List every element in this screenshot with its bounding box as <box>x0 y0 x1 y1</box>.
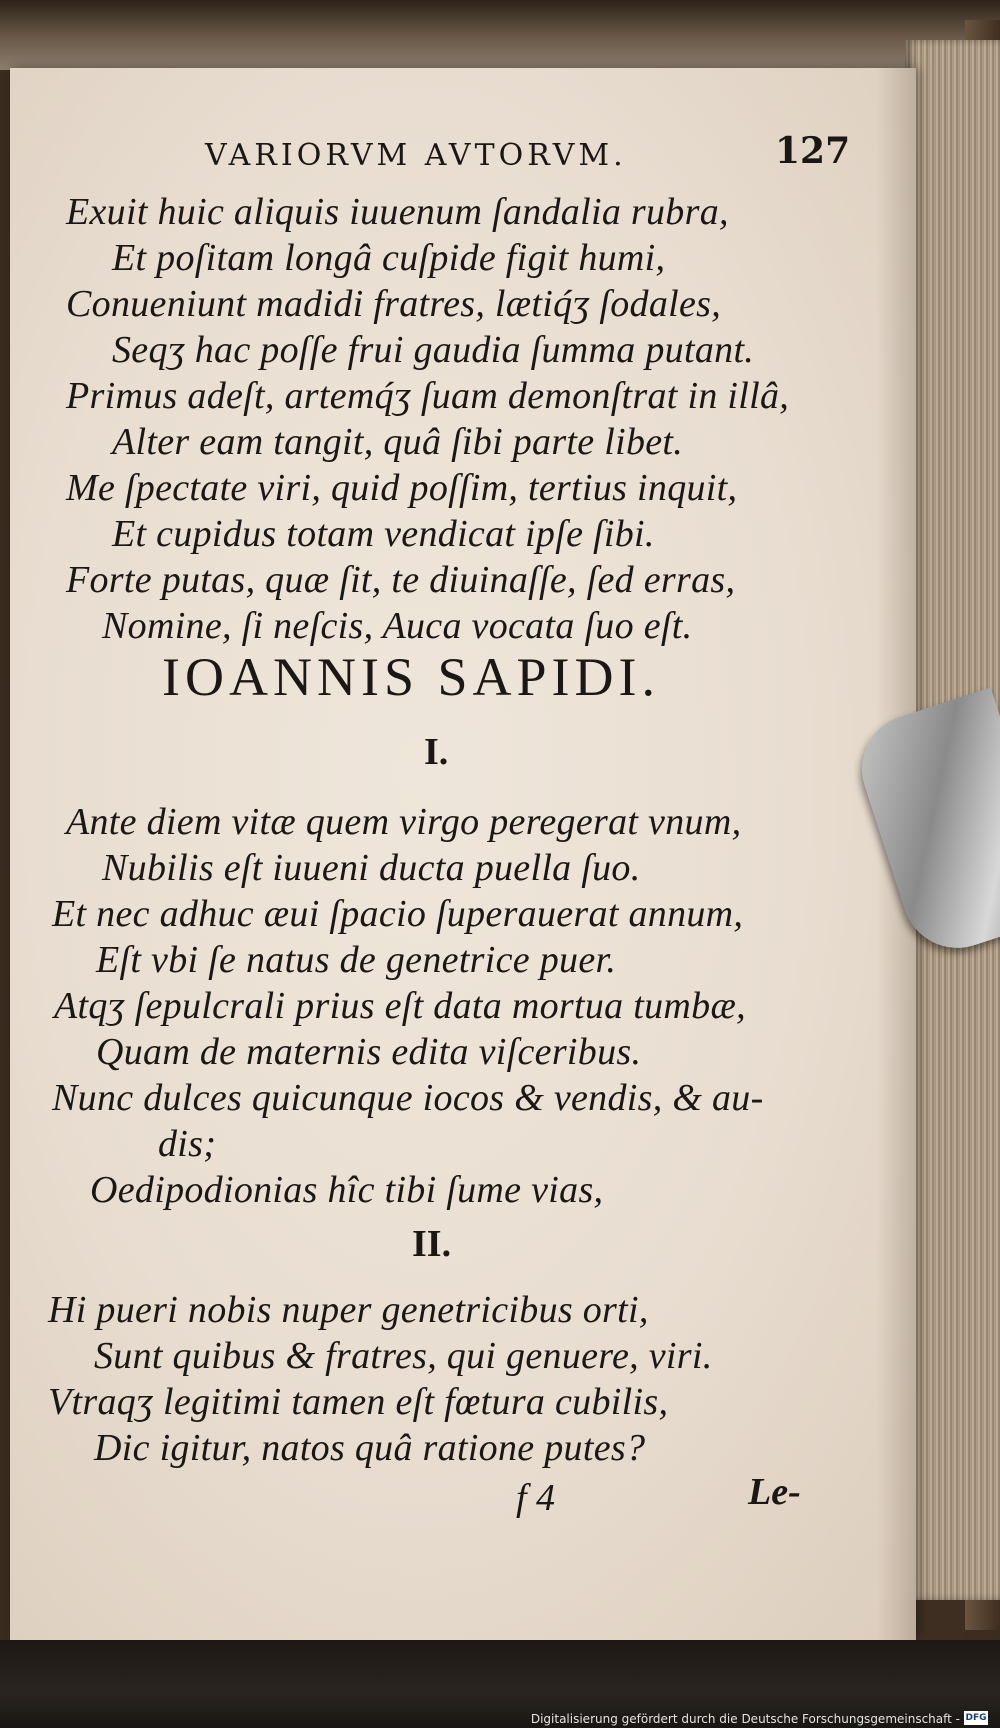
verse-line: Dic igitur, natos quâ ratione putes? <box>94 1427 646 1469</box>
verse-line: Hi pueri nobis nuper genetricibus orti, <box>48 1289 649 1331</box>
verse-line: Alter eam tangit, quâ ſibi parte libet. <box>112 421 684 463</box>
verse-line: Conueniunt madidi fratres, lætiq́ʒ ſodales, <box>66 283 722 325</box>
running-head: VARIORVM AVTORVM. <box>205 138 627 173</box>
page-number: 127 <box>775 130 851 172</box>
digitization-credit: Digitalisierung gefördert durch die Deutsche Forschungsgemeinschaft - <box>530 1712 960 1726</box>
verse-line: Ante diem vitæ quem virgo peregerat vnum, <box>66 801 742 843</box>
poem-numeral: II. <box>412 1223 452 1265</box>
book-top-edge <box>0 0 1000 70</box>
verse-line: Seqʒ hac poſſe frui gaudia ſumma putant. <box>112 329 755 371</box>
verse-line: Nunc dulces quicunque iocos & vendis, & au- <box>52 1077 764 1119</box>
verse-line: Nomine, ſi neſcis, Auca vocata ſuo eſt. <box>102 605 693 647</box>
verse-line: Oedipodionias hîc tibi ſume vias, <box>90 1169 604 1211</box>
verse-line: Et cupidus totam vendicat ipſe ſibi. <box>112 513 655 555</box>
verse-line: Nubilis eſt iuueni ducta puella ſuo. <box>102 847 641 889</box>
verse-line: dis; <box>158 1123 217 1165</box>
catchword: Le- <box>748 1471 801 1513</box>
verse-line: Me ſpectate viri, quid poſſim, tertius inquit, <box>66 467 738 509</box>
verse-line: Eſt vbi ſe natus de genetrice puer. <box>96 939 617 981</box>
verse-line: Exuit huic aliquis iuuenum ſandalia rubra, <box>66 191 729 233</box>
signature-mark: f 4 <box>516 1477 556 1519</box>
verse-line: Primus adeſt, artemq́ʒ ſuam demonſtrat in illâ, <box>66 375 790 417</box>
verse-line: Et poſitam longâ cuſpide figit humi, <box>112 237 666 279</box>
verse-line: Atqʒ ſepulcrali prius eſt data mortua tumbæ, <box>54 985 746 1027</box>
verse-line: Sunt quibus & fratres, qui genuere, viri. <box>94 1335 713 1377</box>
verse-line: Vtraqʒ legitimi tamen eſt fœtura cubilis, <box>48 1381 669 1423</box>
dfg-logo: DFG <box>965 1713 987 1723</box>
verse-line: Forte putas, quæ ſit, te diuinaſſe, ſed erras, <box>66 559 736 601</box>
verse-line: Quam de maternis edita viſceribus. <box>96 1031 642 1073</box>
poem-numeral: I. <box>424 731 449 773</box>
verse-line: Et nec adhuc æui ſpacio ſuperauerat annum, <box>52 893 744 935</box>
section-heading: IOANNIS SAPIDI. <box>162 647 661 707</box>
